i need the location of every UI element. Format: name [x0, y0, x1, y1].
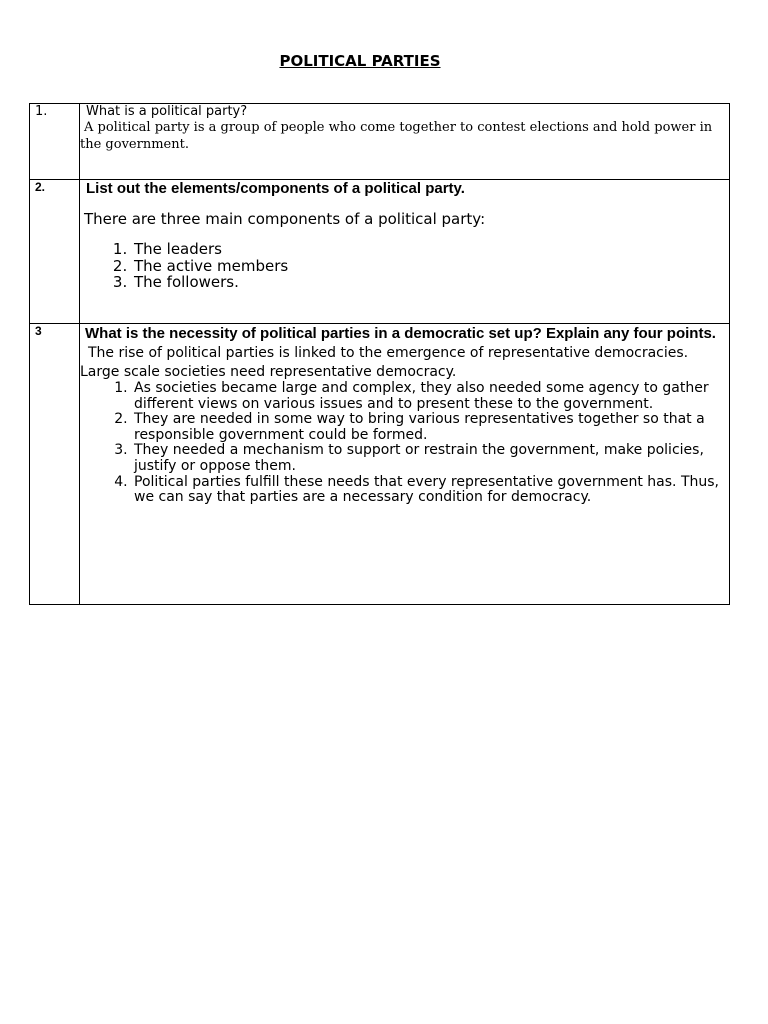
list-item: 2. They are needed in some way to bring various representatives together so that a responsible government could be formed. — [132, 412, 729, 443]
list-item: 3. They needed a mechanism to support or restrain the government, make policies, justify or oppose them. — [132, 443, 729, 474]
row-number-cell — [30, 104, 80, 180]
answer-text: A political party is a group of people who come together to contest elections and hold power in the government. — [80, 120, 713, 152]
qa-table — [29, 103, 730, 605]
table-row — [30, 324, 730, 605]
row-number: 1. — [35, 104, 48, 119]
page-title: POLITICAL PARTIES — [279, 52, 441, 70]
row-content-cell — [80, 324, 730, 605]
answer-text: There are three main components of a political party: — [84, 210, 486, 228]
row-content-cell — [80, 180, 730, 324]
list-item: 1. The leaders — [132, 241, 729, 258]
list-item: 2. The active members — [132, 258, 729, 275]
row-content-cell — [80, 104, 730, 180]
table-row — [30, 180, 730, 324]
components-list — [80, 241, 729, 291]
list-item: 4. Political parties fulfill these needs that every representative government has. Thus, we can say that parties are a necessary condition for democracy. — [132, 475, 729, 506]
question-text: List out the elements/components of a political party. — [86, 180, 465, 197]
row-number-cell — [30, 324, 80, 605]
row-number: 3 — [35, 324, 42, 338]
row-number: 2. — [35, 180, 46, 194]
answer-text: The rise of political parties is linked to the emergence of representative democracies. Large scale societies need representative democracy. — [80, 345, 689, 380]
necessity-points-list — [80, 381, 729, 506]
question-text: What is the necessity of political parties in a democratic set up? Explain any four points. — [85, 325, 716, 342]
list-item: 1. As societies became large and complex, they also needed some agency to gather different views on various issues and to present these to the government. — [132, 381, 729, 412]
table-row — [30, 104, 730, 180]
row-number-cell — [30, 180, 80, 324]
list-item: 3. The followers. — [132, 274, 729, 291]
question-text: What is a political party? — [86, 104, 248, 119]
